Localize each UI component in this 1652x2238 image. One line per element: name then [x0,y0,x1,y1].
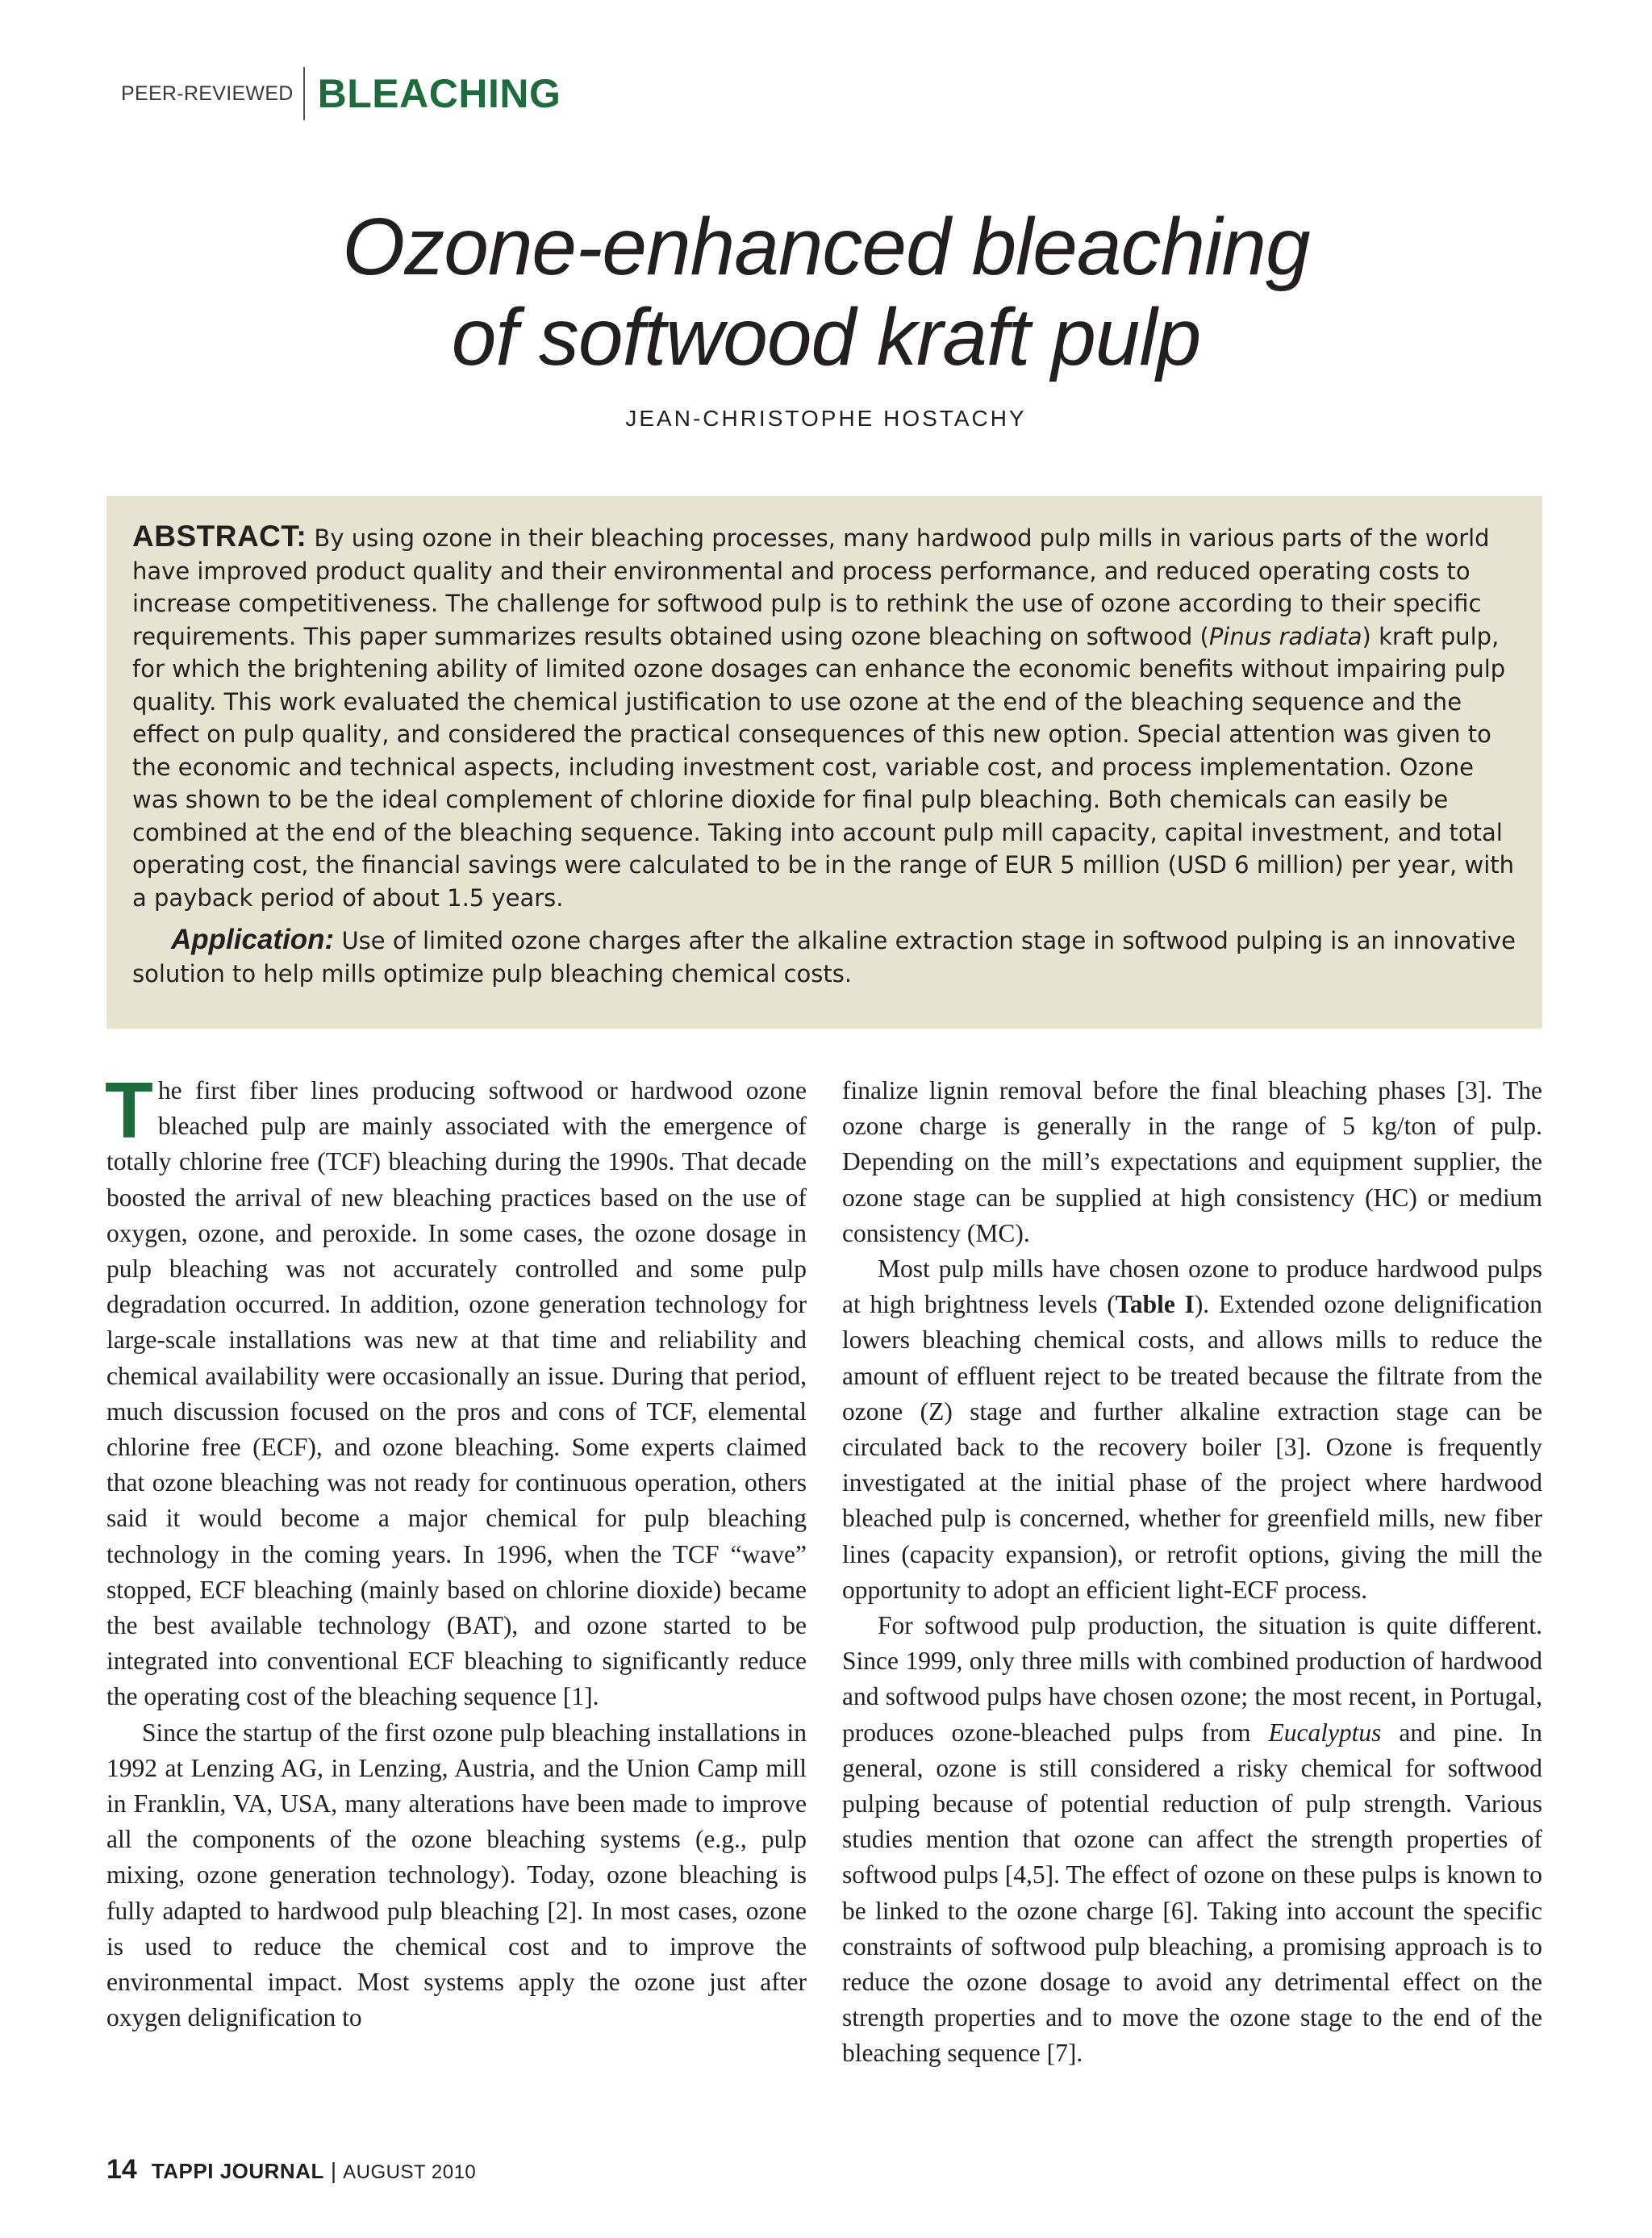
paragraph-text: and pine. In general, ozone is still considered a risky chemical for softwood pulping because of potential reduction of pulp strength. Various studies mention that ozone can affect the strength properties of softwood pulps [4,5]. The effect of ozone on these pulps is known to be linked to the ozone charge [6]. Taking into account the specific constraints of softwood pulp bleaching, a promising approach is to reduce the ozone dosage to avoid any detrimental effect on the strength properties and to move the ozone stage to the end of the bleaching sequence [7]. [842,1718,1542,2068]
application-paragraph [132,924,1516,990]
author-byline: JEAN-CHRISTOPHE HOSTACHY [625,406,1027,431]
body-paragraph: finalize lignin removal before the final bleaching phases [3]. The ozone charge is generally in the range of 5 kg/ton of pulp. Depending on the mill’s expectations and equipment supplier, the ozone stage can be supplied at high consistency (HC) or medium consistency (MC). [842,1076,1542,1247]
kicker-divider [303,67,305,120]
paragraph-text: Most pulp mills have chosen ozone to produce hardwood pulps at high brightness levels ( [842,1255,1542,1319]
page-number: 14 [106,2154,137,2185]
section-kicker [121,73,561,115]
paragraph-text: ). Extended ozone delignification lowers bleaching chemical costs, and allows mills to reduce the amount of effluent reject to be treated because the filtrate from the ozone (Z) stage and further alkaline extraction stage can be circulated back to the recovery boiler [3]. Ozone is frequently investigated at the initial phase of the project where hardwood bleached pulp is concerned, whether for greenfield mills, new fiber lines (capacity expansion), or retrofit options, giving the mill the opportunity to adopt an efficient light-ECF process. [842,1290,1542,1604]
abstract-species: Pinus radiata [1208,622,1362,650]
application-label: Application: [171,924,335,955]
abstract-text-a: By using ozone in their bleaching processes, many hardwood pulp mills in various parts of the world have improved product quality and their environmental and process performance, and reduced operating costs to increase competitiveness. The challenge for softwood pulp is to rethink the use of ozone according to their specific requirements. This paper summarizes results obtained using ozone bleaching on softwood ( [132,524,1490,650]
paragraph-text: he first fiber lines producing softwood or hardwood ozone bleached pulp are mainly associated with the emergence of totally chlorine free (TCF) bleaching during the 1990s. That decade boosted the arrival of new bleaching practices based on the use of oxygen, ozone, and peroxide. In some cases, the ozone dosage in pulp bleaching was not accurately controlled and some pulp degradation occurred. In addition, ozone generation technology for large-scale installations was new at that time and reliability and chemical availability were occasionally an issue. During that period, much discussion focused on the pros and cons of TCF, elemental chlorine free (ECF), and ozone bleaching. Some experts claimed that ozone bleaching was not ready for continuous operation, others said it would become a major chemical for pulp bleaching technology in the coming years. In 1996, when the TCF “wave” stopped, ECF bleaching (mainly based on chlorine dioxide) became the best available technology (BAT), and ozone started to be integrated into conventional ECF bleaching to significantly reduce the operating cost of the bleaching sequence [1]. [106,1076,807,1711]
body-paragraph [842,1251,1542,1608]
title-line-2: of softwood kraft pulp [451,292,1201,382]
section-label: BLEACHING [317,71,561,116]
abstract-text-b: ) kraft pulp, for which the brightening ability of limited ozone dosages can enhance the economic benefits without impairing pulp quality. This work evaluated the chemical justification to use ozone at the end of the bleaching sequence and the effect on pulp quality, and considered the practical consequences of this new option. Special attention was given to the economic and technical aspects, including investment cost, variable cost, and process implementation. Ozone was shown to be the ideal complement of chlorine dioxide for final pulp bleaching. Both chemicals can easily be combined at the end of the bleaching sequence. Taking into account pulp mill capacity, capital investment, and total operating cost, the financial savings were calculated to be in the range of EUR 5 million (USD 6 million) per year, with a payback period of about 1.5 years. [132,622,1514,912]
body-paragraph [842,1608,1542,2072]
abstract-paragraph [132,520,1516,914]
body-column-right [842,1073,1542,2072]
article-title [0,202,1652,382]
paragraph-text: For softwood pulp production, the situation is quite different. Since 1999, only three mills with combined production of hardwood and softwood pulps have chosen ozone; the most recent, in Portugal, produces ozone-bleached pulps from [842,1611,1542,1747]
table-reference: Table I [1115,1290,1195,1319]
journal-name: TAPPI JOURNAL [151,2159,324,2183]
footer-separator: | [330,2158,337,2183]
abstract-box [106,496,1542,1029]
peer-reviewed-label: PEER-REVIEWED [121,81,294,105]
abstract-label: ABSTRACT: [132,520,307,553]
body-column-left [105,1066,807,2035]
page-footer [106,2154,476,2186]
drop-cap: T [105,1066,153,1154]
application-text: Use of limited ozone charges after the alkaline extraction stage in softwood pulping is an innovative solution to help mills optimize pulp bleaching chemical costs. [132,927,1516,987]
body-paragraph: Since the startup of the first ozone pulp bleaching installations in 1992 at Lenzing AG, in Lenzing, Austria, and the Union Camp mill in Franklin, VA, USA, many alterations have been made to improve all the components of the ozone bleaching systems (e.g., pulp mixing, ozone generation technology). Today, ozone bleaching is fully adapted to hardwood pulp bleaching [2]. In most cases, ozone is used to reduce the chemical cost and to improve the environmental impact. Most systems apply the ozone just after oxygen delignification to [106,1718,807,2032]
genus-name: Eucalyptus [1268,1718,1382,1747]
title-line-1: Ozone-enhanced bleaching [342,202,1310,292]
body-paragraph [105,1066,807,1715]
issue-date: AUGUST 2010 [343,2161,477,2183]
